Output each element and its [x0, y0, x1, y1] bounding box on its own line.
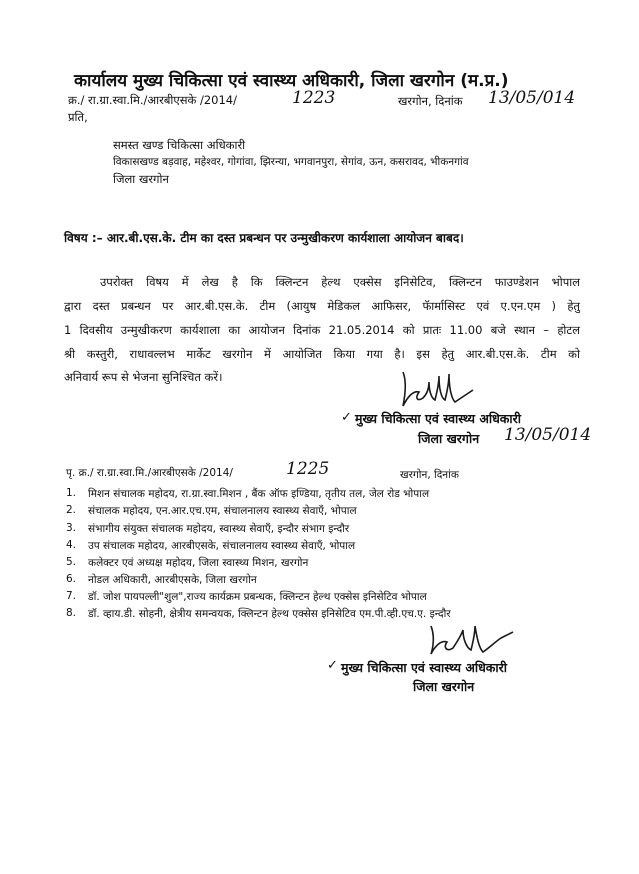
signature-2	[425, 620, 515, 660]
copy-item-text: मिशन संचालक महोदय, रा.ग्रा.स्वा.मिशन , बैंक ऑफ इण्डिया, तृतीय तल, जेल रोड भोपाल	[88, 488, 430, 500]
copy-item-text: संचालक महोदय, एन.आर.एच.एम, संचालनालय स्वास्थ्य सेवाएँ, भोपाल	[88, 505, 357, 517]
copy-item-number: 4.	[66, 539, 77, 551]
copy-item-text: नोडल अधिकारी, आरबीएसके, जिला खरगोन	[88, 574, 257, 586]
copy-item-number: 8.	[66, 607, 77, 619]
signature-1-date-handwritten: 13/05/014	[504, 425, 592, 445]
copy-item-number: 1.	[66, 487, 77, 499]
recipient-line-1: समस्त खण्ड चिकित्सा अधिकारी	[113, 138, 246, 152]
body-line-1: उपरोक्त विषय में लेख है कि क्लिन्टन हेल्थ एक्सेस इनिसेटिव, क्लिन्टन फाउण्डेशन भोपाल	[100, 275, 580, 289]
copy-item-text: डॉ. व्हाय.डी. सोहनी, क्षेत्रीय समन्वयक, क्लिन्टन हेल्थ एक्सेस इनिसेटिव एम.पी.व्ही.एच.ए. इन्दौर	[88, 608, 451, 620]
body-line-4: श्री कस्तुरी, राधावल्लभ मार्केट खरगोन में आयोजित किया गया है। इस हेतु आर.बी.एस.के. टीम को	[64, 347, 580, 361]
copy-item-number: 2.	[66, 504, 77, 516]
signature-2-district: जिला खरगोन	[413, 679, 475, 694]
copy-item-text: डॉ. जोश पायपल्ली"शुल",राज्य कार्यक्रम प्रबन्धक, क्लिन्टन हेल्थ एक्सेस इनिसेटिव भोपाल	[88, 591, 427, 603]
body-line-3: 1 दिवसीय उन्मुखीकरण कार्यशाला का आयोजन दिनांक 21.05.2014 को प्रातः 11.00 बजे स्थान – होटल	[64, 323, 580, 337]
copy-item-text: संभागीय संयुक्त संचालक महोदय, स्वास्थ्य सेवाएँ, इन्दौर संभाग इन्दौर	[88, 523, 350, 535]
copy-place-date: खरगोन, दिनांक	[400, 469, 459, 481]
place-date-label: खरगोन, दिनांक	[398, 94, 463, 108]
body-line-2: द्वारा दस्त प्रबन्धन पर आर.बी.एस.के. टीम (आयुष मेडिकल आफिसर, फॅार्मासिस्ट एवं ए.एन.एम ) हेतु	[64, 299, 580, 313]
copy-reference-label: पृ. क्र./ रा.ग्रा.स्वा.मि./आरबीएसके /2014/	[66, 467, 233, 479]
signature-2-designation: मुख्य चिकित्सा एवं स्वास्थ्य अधिकारी	[341, 660, 507, 675]
copy-item-number: 5.	[66, 556, 77, 568]
copy-item-number: 6.	[66, 573, 77, 585]
copy-item-text: कलेक्टर एवं अध्यक्ष महोदय, जिला स्वास्थ्य मिशन, खरगोन	[88, 557, 309, 569]
recipient-line-2: विकासखण्ड बड़वाह, महेश्वर, गोगांवा, झिरन्या, भगवानपुरा, सेगांव, ऊन, कसरावद, भीकनगांव	[113, 156, 469, 168]
signature-1-designation: मुख्य चिकित्सा एवं स्वास्थ्य अधिकारी	[355, 411, 521, 426]
sig2-mark: ✓	[327, 658, 338, 673]
office-title: कार्यालय मुख्य चिकित्सा एवं स्वास्थ्य अधिकारी, जिला खरगोन (म.प्र.)	[74, 71, 509, 91]
subject-line: विषय :– आर.बी.एस.के. टीम का दस्त प्रबन्धन पर उन्मुखीकरण कार्यशाला आयोजन बाबद।	[64, 231, 464, 245]
copy-reference-handwritten: 1225	[286, 459, 330, 479]
reference-number-label: क्र./ रा.ग्रा.स्वा.मि./आरबीएसके /2014/	[68, 93, 237, 107]
copy-item-number: 7.	[66, 590, 77, 602]
sig1-mark: ✓	[341, 410, 352, 425]
date-handwritten: 13/05/014	[488, 88, 576, 108]
copy-item-text: उप संचालक महोदय, आरबीएसके, संचालनालय स्वास्थ्य सेवाएँ, भोपाल	[88, 540, 356, 552]
prati-label: प्रति,	[68, 110, 88, 124]
body-line-5: अनिवार्य रूप से भेजना सुनिश्चित करें।	[64, 370, 223, 384]
copy-item-number: 3.	[66, 522, 77, 534]
reference-number-handwritten: 1223	[292, 88, 336, 108]
signature-1	[395, 368, 475, 412]
signature-1-district: जिला खरगोन	[418, 431, 480, 446]
recipient-line-3: जिला खरगोन	[113, 172, 169, 186]
